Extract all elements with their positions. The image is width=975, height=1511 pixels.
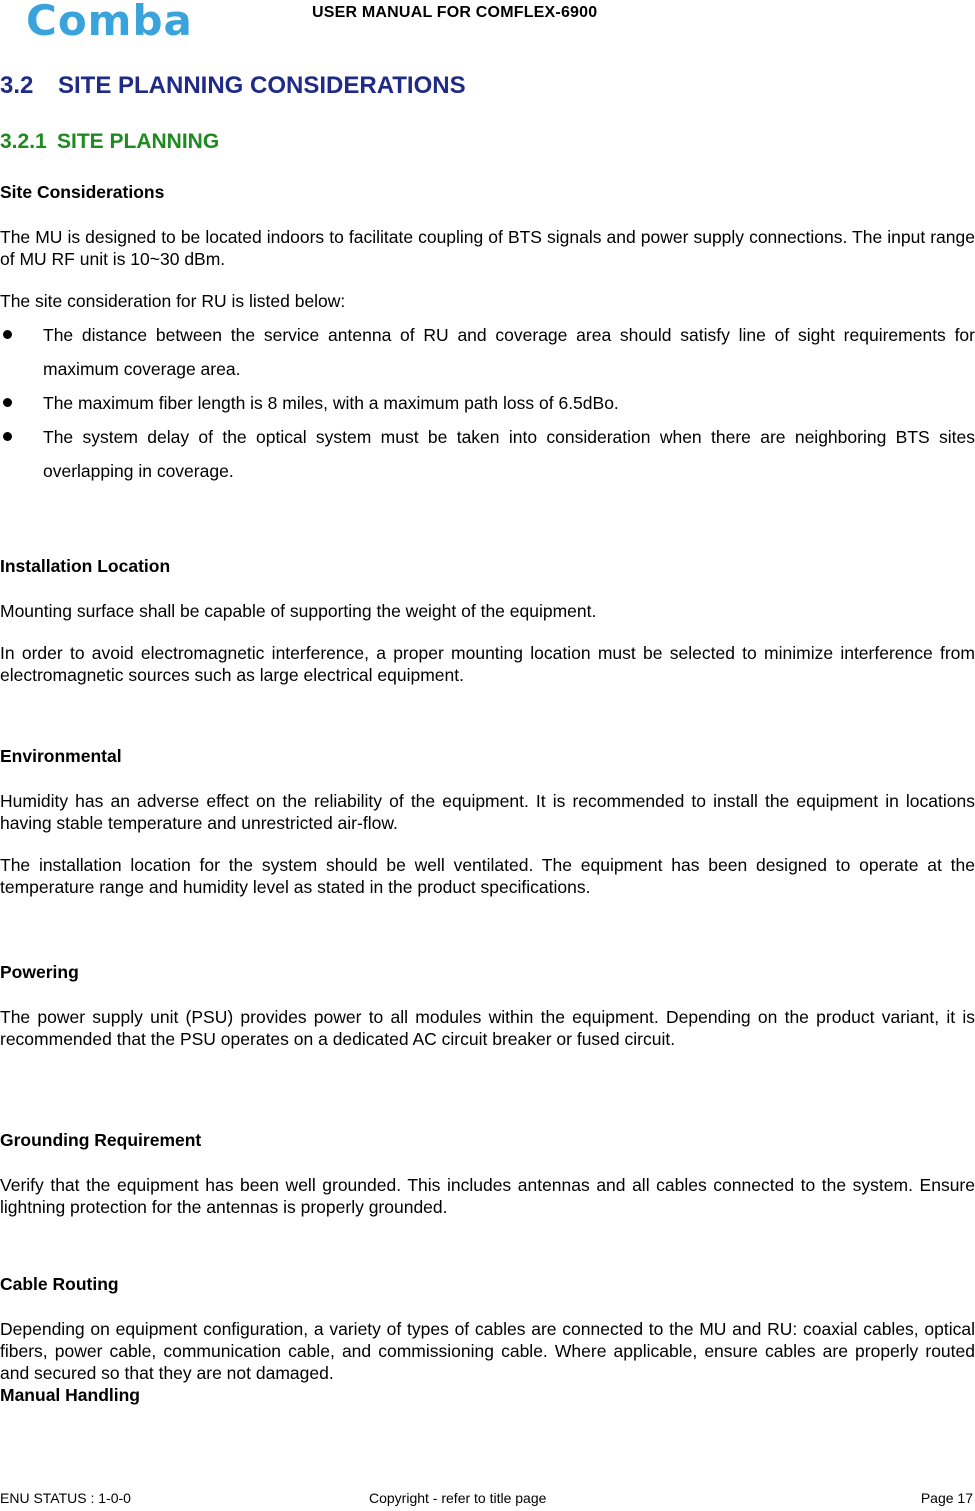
bullet-icon [3, 432, 12, 441]
copyright-notice: Copyright - refer to title page [369, 1490, 547, 1506]
manual-handling-heading: Manual Handling [0, 1385, 140, 1405]
section-heading [0, 72, 466, 100]
subsection-number: 3.2.1 [0, 130, 47, 153]
site-considerations-paragraph-2: The site consideration for RU is listed below: [0, 291, 346, 311]
site-considerations-section [0, 182, 975, 488]
installation-location-paragraph-2: In order to avoid electromagnetic interference, a proper mounting location must be selected to minimize interference from electromagnetic sources such as large electrical equipment. [0, 643, 975, 685]
installation-location-section [0, 556, 975, 686]
document-title: USER MANUAL FOR COMFLEX-6900 [312, 4, 598, 21]
list-item [0, 318, 975, 386]
page-number: Page 17 [920, 1490, 973, 1506]
installation-location-heading: Installation Location [0, 556, 171, 576]
cable-routing-heading: Cable Routing [0, 1274, 119, 1294]
subsection-title: SITE PLANNING [57, 130, 220, 153]
list-item-text: The distance between the service antenna of RU and coverage area should satisfy line of sight requirements for maximum coverage area. [43, 325, 975, 379]
list-item [0, 386, 975, 420]
cable-routing-paragraph-1: Depending on equipment configuration, a variety of types of cables are connected to the MU and RU: coaxial cables, optical fibers, power cable, communication cable, and commissioning cable. Where applicable, ensure cables are properly routed and secured so that they are not damaged. [0, 1319, 975, 1383]
powering-heading: Powering [0, 962, 79, 982]
bullet-icon [3, 330, 12, 339]
section-title: SITE PLANNING CONSIDERATIONS [58, 72, 466, 99]
environmental-paragraph-2: The installation location for the system should be well ventilated. The equipment has been designed to operate at the temperature range and humidity level as stated in the product specifications. [0, 855, 975, 897]
section-number: 3.2 [0, 72, 34, 99]
site-considerations-paragraph-1: The MU is designed to be located indoors to facilitate coupling of BTS signals and power supply connections. The input range of MU RF unit is 10~30 dBm. [0, 227, 975, 269]
grounding-heading: Grounding Requirement [0, 1130, 202, 1150]
logo-text: Comba [26, 0, 193, 40]
grounding-paragraph-1: Verify that the equipment has been well grounded. This includes antennas and all cables connected to the system. Ensure lightning protection for the antennas is properly grounded. [0, 1175, 975, 1217]
environmental-section [0, 746, 975, 898]
environmental-heading: Environmental [0, 746, 122, 766]
document-status: ENU STATUS : 1-0-0 [0, 1490, 131, 1506]
site-considerations-list [0, 318, 975, 488]
page-footer [0, 1490, 975, 1510]
subsection-heading [0, 130, 219, 154]
installation-location-paragraph-1: Mounting surface shall be capable of supporting the weight of the equipment. [0, 601, 597, 621]
bullet-icon [3, 398, 12, 407]
powering-paragraph-1: The power supply unit (PSU) provides power to all modules within the equipment. Depending on the product variant, it is recommended that the PSU operates on a dedicated AC circuit breaker or fused circuit. [0, 1007, 975, 1049]
list-item [0, 420, 975, 488]
list-item-text: The system delay of the optical system must be taken into consideration when there are neighboring BTS sites overlapping in coverage. [43, 427, 975, 481]
environmental-paragraph-1: Humidity has an adverse effect on the reliability of the equipment. It is recommended to install the equipment in locations having stable temperature and unrestricted air-flow. [0, 791, 975, 833]
site-considerations-heading: Site Considerations [0, 182, 165, 202]
page-header [0, 0, 975, 50]
list-item-text: The maximum fiber length is 8 miles, with a maximum path loss of 6.5dBo. [43, 393, 619, 413]
cable-routing-section [0, 1274, 975, 1406]
powering-section [0, 962, 975, 1050]
grounding-section [0, 1130, 975, 1218]
comba-logo [24, 0, 210, 40]
